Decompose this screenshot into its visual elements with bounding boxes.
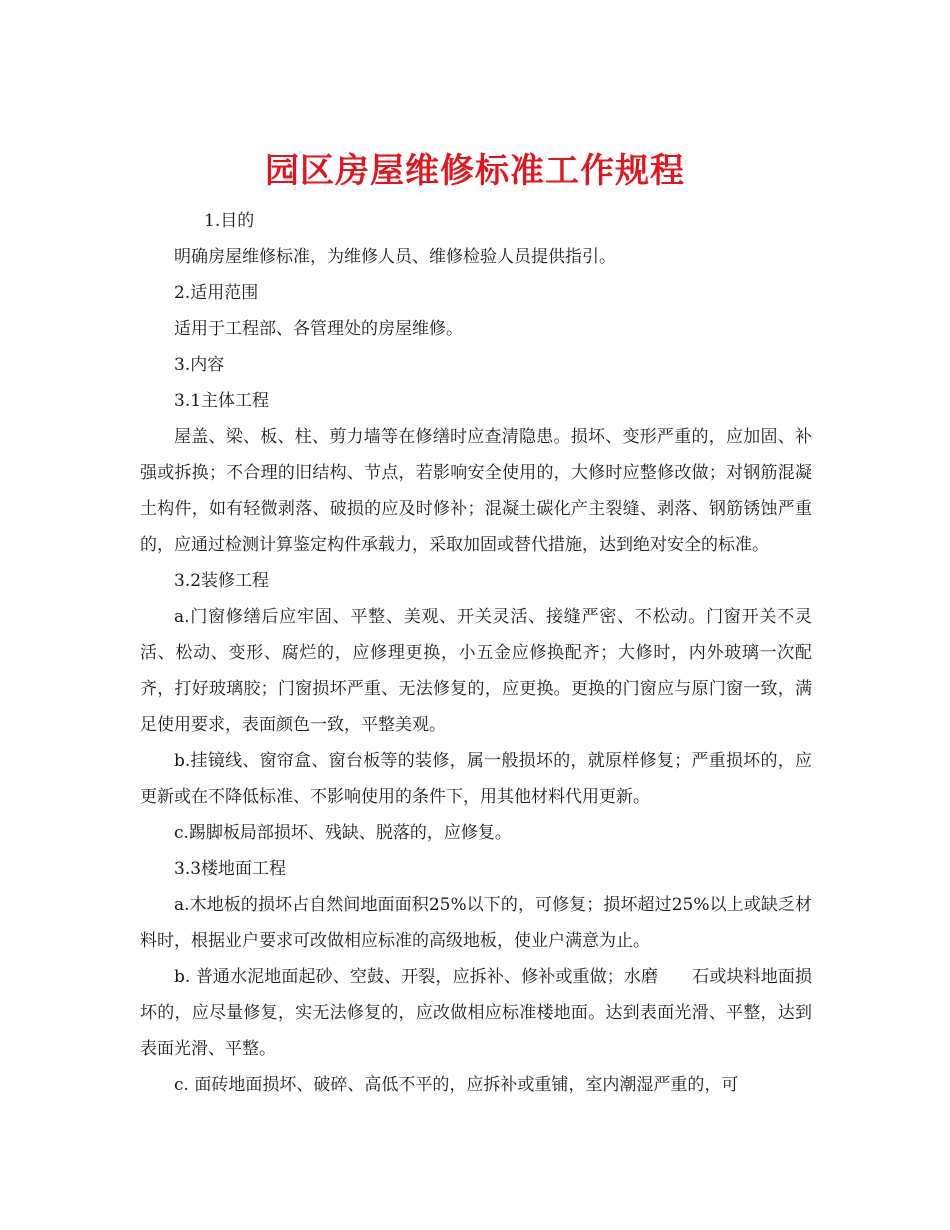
paragraph-scope: 适用于工程部、各管理处的房屋维修。 (174, 319, 463, 339)
document-body (140, 203, 812, 1103)
paragraph-tile-floor: c. 面砖地面损坏、破碎、高低不平的，应拆补或重铺，室内潮湿严重的，可 (174, 1075, 739, 1095)
paragraph-doors-windows: a.门窗修缮后应牢固、平整、美观、开关灵活、接缝严密、不松动。门窗开关不灵活、松动、变形、腐烂的，应修理更换，小五金应修换配齐；大修时，内外玻璃一次配齐，打好玻璃胶；门窗损坏严重、无法修复的，应更换。更换的门窗应与原门窗一致，满足使用要求，表面颜色一致，平整美观。 (140, 607, 812, 735)
heading-main-structure: 3.1主体工程 (174, 391, 270, 411)
heading-scope: 2.适用范围 (174, 283, 259, 303)
paragraph-cement-floor-part1: b. 普通水泥地面起砂、空鼓、开裂，应拆补、修补或重做；水磨 (174, 967, 659, 987)
paragraph-purpose: 明确房屋维修标准，为维修人员、维修检验人员提供指引。 (174, 247, 616, 267)
heading-decoration: 3.2装修工程 (174, 571, 270, 591)
paragraph-fixtures: b.挂镜线、窗帘盒、窗台板等的装修，属一般损坏的，就原样修复；严重损坏的，应更新或在不降低标准、不影响使用的条件下，用其他材料代用更新。 (140, 751, 812, 807)
document-title: 园区房屋维修标准工作规程 (265, 150, 685, 191)
paragraph-skirting: c.踢脚板局部损坏、残缺、脱落的，应修复。 (174, 823, 512, 843)
paragraph-cement-floor (140, 959, 812, 1067)
paragraph-wood-floor: a.木地板的损坏占自然间地面面积25%以下的，可修复；损坏超过25%以上或缺乏材料时，根据业户要求可改做相应标准的高级地板，使业户满意为止。 (140, 895, 812, 951)
heading-floor: 3.3楼地面工程 (174, 859, 287, 879)
heading-purpose: 1.目的 (204, 211, 255, 231)
heading-content: 3.内容 (174, 355, 225, 375)
paragraph-main-structure: 屋盖、梁、板、柱、剪力墙等在修缮时应查清隐患。损坏、变形严重的，应加固、补强或拆换；不合理的旧结构、节点，若影响安全使用的，大修时应整修改做；对钢筋混凝土构件，如有轻微剥落、破损的应及时修补；混凝土碳化产主裂缝、剥落、钢筋锈蚀严重的，应通过检测计算鉴定构件承载力，采取加固或替代措施，达到绝对安全的标准。 (140, 427, 812, 555)
paragraph-cement-floor-part2: 石或块料地面损坏的，应尽量修复，实无法修复的，应改做相应标准楼地面。达到表面光滑、平整，达到表面光滑、平整。 (140, 967, 812, 1059)
